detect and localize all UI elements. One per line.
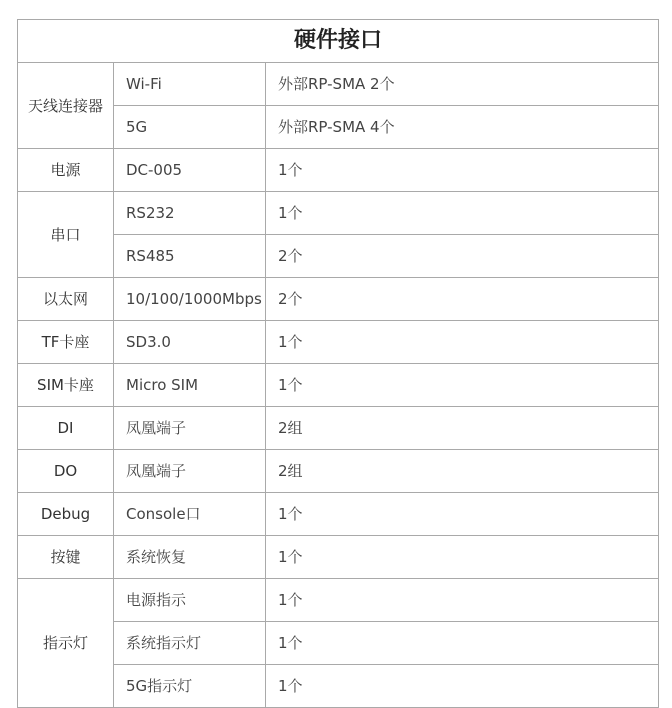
value-cell: 2组 xyxy=(266,450,659,493)
item-cell: RS232 xyxy=(114,192,266,235)
value-cell: 2个 xyxy=(266,278,659,321)
table-title: 硬件接口 xyxy=(18,20,659,63)
category-cell: SIM卡座 xyxy=(18,364,114,407)
value-cell: 2组 xyxy=(266,407,659,450)
value-cell: 1个 xyxy=(266,192,659,235)
value-cell: 外部RP-SMA 2个 xyxy=(266,63,659,106)
value-cell: 1个 xyxy=(266,493,659,536)
table-row xyxy=(18,235,659,278)
table-row xyxy=(18,192,659,235)
table-row xyxy=(18,450,659,493)
category-cell: 以太网 xyxy=(18,278,114,321)
value-cell: 1个 xyxy=(266,579,659,622)
table-row xyxy=(18,622,659,665)
category-cell: TF卡座 xyxy=(18,321,114,364)
category-cell: 串口 xyxy=(18,192,114,278)
item-cell: 凤凰端子 xyxy=(114,407,266,450)
table-row xyxy=(18,321,659,364)
item-cell: RS485 xyxy=(114,235,266,278)
value-cell: 1个 xyxy=(266,665,659,708)
item-cell: 凤凰端子 xyxy=(114,450,266,493)
item-cell: DC-005 xyxy=(114,149,266,192)
value-cell: 外部RP-SMA 4个 xyxy=(266,106,659,149)
value-cell: 2个 xyxy=(266,235,659,278)
table-row xyxy=(18,364,659,407)
category-cell: 天线连接器 xyxy=(18,63,114,149)
category-cell: DI xyxy=(18,407,114,450)
item-cell: Console口 xyxy=(114,493,266,536)
category-cell: DO xyxy=(18,450,114,493)
item-cell: SD3.0 xyxy=(114,321,266,364)
value-cell: 1个 xyxy=(266,321,659,364)
category-cell: 指示灯 xyxy=(18,579,114,708)
item-cell: 5G xyxy=(114,106,266,149)
item-cell: Wi-Fi xyxy=(114,63,266,106)
table-row xyxy=(18,579,659,622)
table-row xyxy=(18,278,659,321)
table-row xyxy=(18,665,659,708)
item-cell: 系统指示灯 xyxy=(114,622,266,665)
category-cell: 电源 xyxy=(18,149,114,192)
value-cell: 1个 xyxy=(266,536,659,579)
table-row xyxy=(18,149,659,192)
table-row xyxy=(18,407,659,450)
value-cell: 1个 xyxy=(266,622,659,665)
item-cell: 5G指示灯 xyxy=(114,665,266,708)
category-cell: 按键 xyxy=(18,536,114,579)
item-cell: 10/100/1000Mbps xyxy=(114,278,266,321)
category-cell: Debug xyxy=(18,493,114,536)
table-title-row xyxy=(18,20,659,63)
value-cell: 1个 xyxy=(266,364,659,407)
table-row xyxy=(18,63,659,106)
table-row xyxy=(18,536,659,579)
table-row xyxy=(18,493,659,536)
hardware-interface-table xyxy=(17,19,659,708)
value-cell: 1个 xyxy=(266,149,659,192)
table-row xyxy=(18,106,659,149)
item-cell: 系统恢复 xyxy=(114,536,266,579)
item-cell: Micro SIM xyxy=(114,364,266,407)
item-cell: 电源指示 xyxy=(114,579,266,622)
